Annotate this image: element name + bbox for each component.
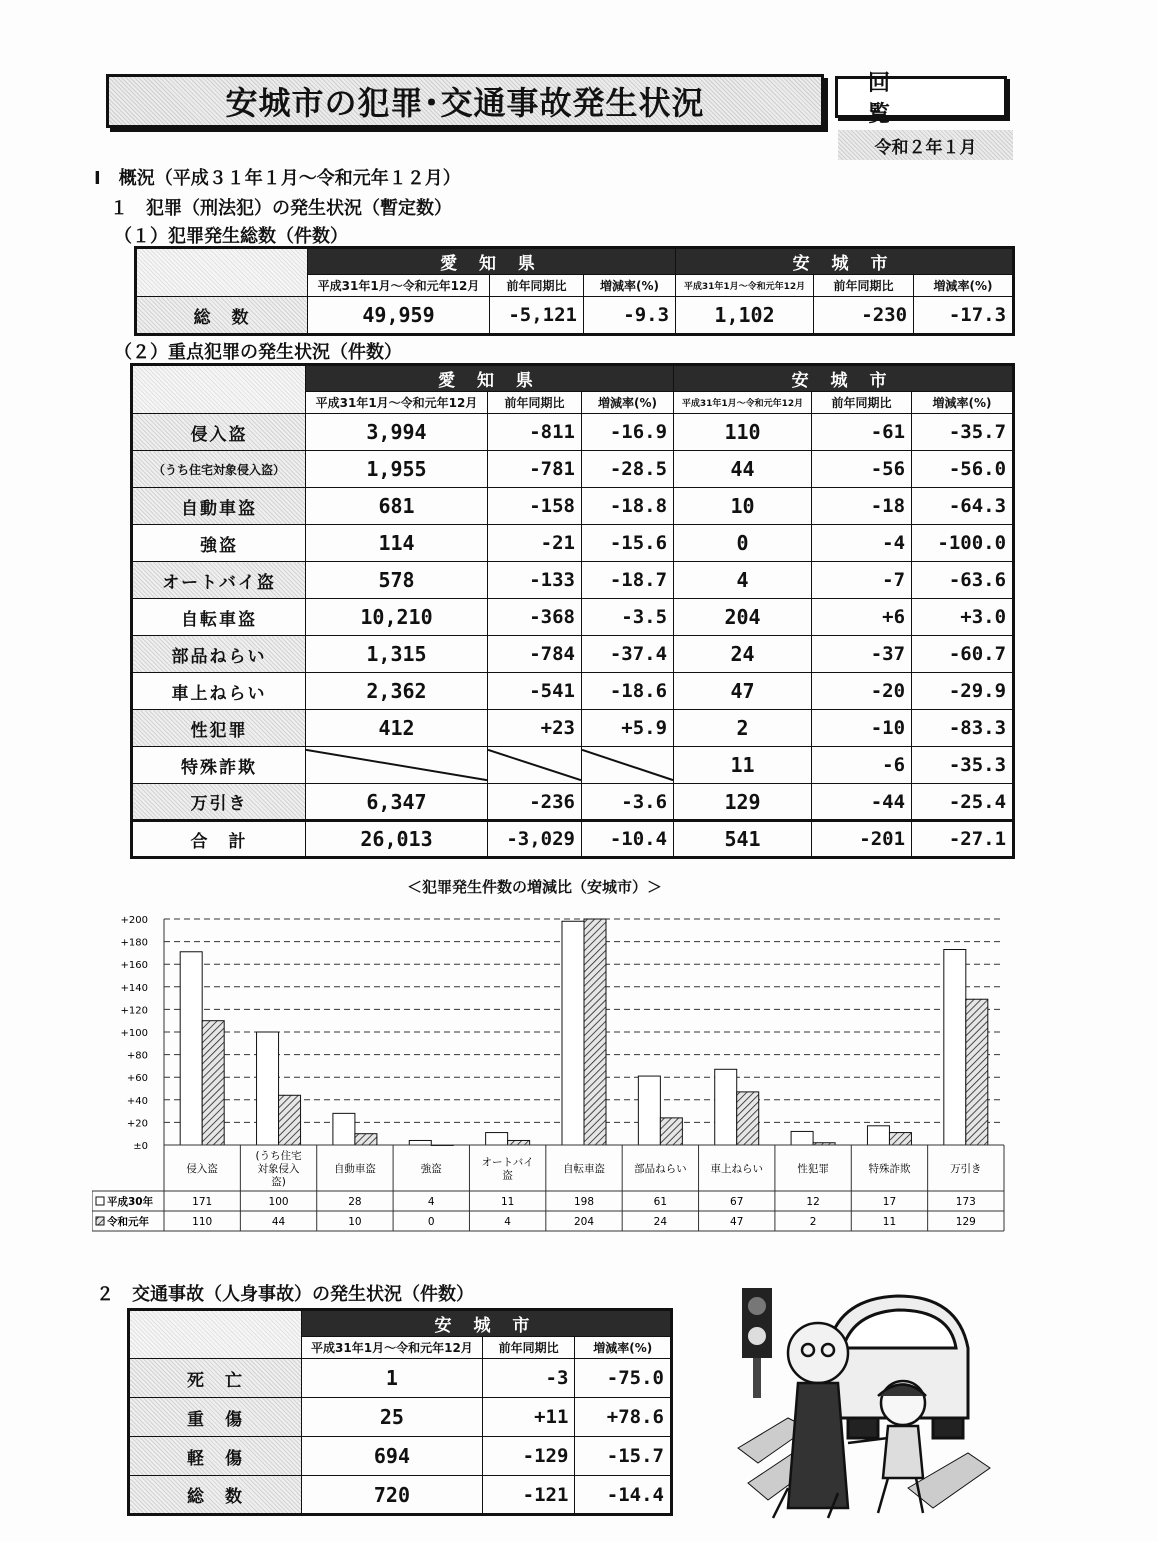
yoy-header: 前年同期比 (488, 392, 582, 414)
anjo-count: 110 (674, 414, 812, 451)
aichi-rate: -16.9 (582, 414, 674, 451)
aichi-yoy: -784 (488, 636, 582, 673)
aichi-count: 578 (306, 562, 488, 599)
anjo-count: 10 (674, 488, 812, 525)
aichi-yoy: -811 (488, 414, 582, 451)
anjo-count: 2 (674, 710, 812, 747)
y-tick-label: +200 (120, 915, 148, 926)
bar-r1 (889, 1133, 911, 1145)
aichi-header: 愛 知 県 (306, 365, 674, 392)
category-label: 盗) (271, 1176, 286, 1188)
row-label: 死 亡 (129, 1359, 302, 1398)
category-label: 自転車盗 (563, 1163, 605, 1175)
data-label: 11 (882, 1216, 897, 1228)
bar-h30 (715, 1069, 737, 1145)
bar-h30 (562, 921, 584, 1145)
aichi-rate: -10.4 (582, 821, 674, 858)
anjo-yoy: -61 (812, 414, 912, 451)
aichi-count: 26,013 (306, 821, 488, 858)
not-applicable-slash (582, 747, 673, 783)
table-row (129, 1398, 672, 1437)
yoy-header: 前年同期比 (490, 275, 584, 297)
overview-heading: Ⅰ 概況（平成３１年１月～令和元年１２月） (94, 168, 461, 189)
data-label: 129 (955, 1216, 976, 1228)
anjo-rate: -29.9 (912, 673, 1014, 710)
y-tick-label: +80 (126, 1050, 148, 1062)
table-row (132, 710, 1014, 747)
aichi-count (306, 747, 488, 784)
aichi-yoy (488, 747, 582, 784)
aichi-rate: -18.6 (582, 673, 674, 710)
count-cell: 720 (301, 1476, 482, 1515)
aichi-yoy: -3,029 (488, 821, 582, 858)
count-cell: 25 (301, 1398, 482, 1437)
data-label: 2 (809, 1216, 817, 1228)
period-header: 平成31年1月～令和元年12月 (674, 392, 812, 414)
row-label: 軽 傷 (129, 1437, 302, 1476)
bar-r1 (966, 999, 988, 1145)
yoy-header: 前年同期比 (814, 275, 914, 297)
key-crimes-table (130, 363, 1015, 859)
rate-header: 増減率(%) (584, 275, 676, 297)
aichi-rate: -3.6 (582, 784, 674, 821)
anjo-header: 安 城 市 (301, 1310, 671, 1337)
traffic-heading: ２ 交通事故（人身事故）の発生状況（件数） (96, 1284, 474, 1305)
category-label: 対象侵入 (257, 1163, 300, 1175)
total-table-heading: （１）犯罪発生総数（件数） (114, 226, 348, 247)
anjo-rate: -25.4 (912, 784, 1014, 821)
period-header: 平成31年1月～令和元年12月 (676, 275, 814, 297)
table-corner (136, 248, 308, 297)
anjo-yoy: -201 (812, 821, 912, 858)
anjo-header: 安 城 市 (674, 365, 1014, 392)
table-row (129, 1359, 672, 1398)
aichi-yoy: -5,121 (490, 297, 584, 335)
anjo-yoy: +6 (812, 599, 912, 636)
anjo-yoy: -44 (812, 784, 912, 821)
aichi-rate (582, 747, 674, 784)
bar-h30 (944, 950, 966, 1145)
not-applicable-slash (488, 747, 581, 783)
period-header: 平成31年1月～令和元年12月 (306, 392, 488, 414)
not-applicable-slash (306, 747, 487, 783)
anjo-yoy: -37 (812, 636, 912, 673)
category-label: 部品ねらい (634, 1163, 687, 1175)
bar-h30 (486, 1133, 508, 1145)
data-label: 28 (348, 1196, 362, 1208)
rate-header: 増減率(%) (912, 392, 1014, 414)
y-tick-label: +60 (126, 1073, 148, 1085)
anjo-count: 47 (674, 673, 812, 710)
anjo-count: 44 (674, 451, 812, 488)
row-label: 自動車盗 (132, 488, 306, 525)
y-tick-label: +160 (120, 960, 148, 972)
data-label: 10 (348, 1216, 362, 1228)
anjo-rate: -63.6 (912, 562, 1014, 599)
legend-label: 令和元年 (107, 1216, 149, 1228)
bar-r1 (737, 1092, 759, 1145)
table-row (132, 451, 1014, 488)
aichi-count: 3,994 (306, 414, 488, 451)
aichi-count: 2,362 (306, 673, 488, 710)
anjo-count: 11 (674, 747, 812, 784)
aichi-count: 412 (306, 710, 488, 747)
bar-h30 (333, 1113, 355, 1145)
anjo-count: 1,102 (676, 297, 814, 335)
data-label: 61 (653, 1196, 668, 1208)
anjo-yoy: -6 (812, 747, 912, 784)
data-label: 12 (806, 1196, 820, 1208)
y-tick-label: +40 (126, 1095, 148, 1107)
table-row (132, 414, 1014, 451)
anjo-rate: -56.0 (912, 451, 1014, 488)
yoy-cell: +11 (482, 1398, 575, 1437)
anjo-count: 541 (674, 821, 812, 858)
anjo-yoy: -7 (812, 562, 912, 599)
category-label: 盗 (502, 1169, 513, 1182)
category-label: オートバイ (481, 1156, 534, 1169)
anjo-count: 129 (674, 784, 812, 821)
rate-header: 増減率(%) (914, 275, 1014, 297)
data-label: 100 (268, 1196, 289, 1208)
aichi-count: 1,315 (306, 636, 488, 673)
anjo-rate: -100.0 (912, 525, 1014, 562)
row-label: 自転車盗 (132, 599, 306, 636)
data-label: 0 (427, 1216, 435, 1228)
data-label: 44 (271, 1216, 286, 1228)
anjo-rate: -83.3 (912, 710, 1014, 747)
table-corner (132, 365, 306, 414)
anjo-yoy: -18 (812, 488, 912, 525)
aichi-count: 681 (306, 488, 488, 525)
y-tick-label: +180 (120, 937, 148, 949)
aichi-rate: -18.8 (582, 488, 674, 525)
anjo-yoy: -230 (814, 297, 914, 335)
anjo-yoy: -10 (812, 710, 912, 747)
traffic-light-icon (742, 1288, 772, 1398)
legend-swatch (96, 1217, 104, 1225)
aichi-rate: -28.5 (582, 451, 674, 488)
aichi-rate: +5.9 (582, 710, 674, 747)
anjo-yoy: -56 (812, 451, 912, 488)
bar-h30 (638, 1076, 660, 1145)
data-label: 110 (192, 1216, 213, 1228)
bar-h30 (257, 1032, 279, 1145)
bar-r1 (584, 919, 606, 1145)
rate-cell: +78.6 (575, 1398, 672, 1437)
rate-header: 増減率(%) (575, 1337, 672, 1359)
table-row (132, 599, 1014, 636)
total-crimes-table (134, 246, 1015, 336)
anjo-rate: +3.0 (912, 599, 1014, 636)
data-label: 67 (730, 1196, 744, 1208)
page-title: 安城市の犯罪･交通事故発生状況 (106, 74, 824, 128)
row-label: 強盗 (132, 525, 306, 562)
bar-h30 (867, 1126, 889, 1145)
anjo-rate: -27.1 (912, 821, 1014, 858)
yoy-cell: -129 (482, 1437, 575, 1476)
y-tick-label: +20 (126, 1118, 148, 1130)
table-row (132, 562, 1014, 599)
bar-h30 (409, 1140, 431, 1145)
anjo-count: 204 (674, 599, 812, 636)
traffic-safety-illustration (728, 1278, 996, 1528)
anjo-count: 24 (674, 636, 812, 673)
aichi-yoy: -541 (488, 673, 582, 710)
anjo-rate: -17.3 (914, 297, 1014, 335)
legend-swatch (96, 1197, 104, 1205)
row-label: オートバイ盗 (132, 562, 306, 599)
aichi-count: 49,959 (308, 297, 490, 335)
data-label: 17 (882, 1196, 897, 1208)
table-corner (129, 1310, 302, 1359)
rate-cell: -14.4 (575, 1476, 672, 1515)
chart-title: ＜犯罪発生件数の増減比（安城市）＞ (407, 878, 663, 896)
bar-r1 (355, 1134, 377, 1145)
row-label: 重 傷 (129, 1398, 302, 1437)
rate-cell: -75.0 (575, 1359, 672, 1398)
row-label: 万引き (132, 784, 306, 821)
aichi-rate: -9.3 (584, 297, 676, 335)
category-label: 特殊詐欺 (868, 1163, 911, 1175)
circulation-label: 回 覧 (835, 76, 1007, 118)
anjo-count: 0 (674, 525, 812, 562)
data-label: 47 (730, 1216, 744, 1228)
row-label: （うち住宅対象侵入盗） (132, 451, 306, 488)
traffic-accidents-table (127, 1308, 673, 1516)
aichi-count: 6,347 (306, 784, 488, 821)
category-label: (うち住宅 (255, 1150, 302, 1162)
anjo-rate: -35.7 (912, 414, 1014, 451)
aichi-rate: -37.4 (582, 636, 674, 673)
anjo-yoy: -20 (812, 673, 912, 710)
table-row (132, 488, 1014, 525)
data-label: 171 (192, 1196, 213, 1208)
anjo-header: 安 城 市 (676, 248, 1014, 275)
aichi-count: 1,955 (306, 451, 488, 488)
table-row (132, 636, 1014, 673)
aichi-yoy: -133 (488, 562, 582, 599)
aichi-yoy: -158 (488, 488, 582, 525)
rate-cell: -15.7 (575, 1437, 672, 1476)
anjo-rate: -35.3 (912, 747, 1014, 784)
category-label: 性犯罪 (797, 1163, 829, 1175)
data-label: 198 (573, 1196, 595, 1208)
anjo-yoy: -4 (812, 525, 912, 562)
count-cell: 1 (301, 1359, 482, 1398)
row-label: 合 計 (132, 821, 306, 858)
aichi-yoy: -368 (488, 599, 582, 636)
aichi-yoy: -781 (488, 451, 582, 488)
table-row (132, 673, 1014, 710)
data-label: 11 (500, 1196, 515, 1208)
category-label: 車上ねらい (710, 1163, 763, 1175)
y-tick-label: +100 (120, 1028, 148, 1039)
data-label: 4 (504, 1216, 511, 1228)
bar-h30 (791, 1131, 813, 1145)
period-header: 平成31年1月～令和元年12月 (301, 1337, 482, 1359)
row-label: 特殊詐欺 (132, 747, 306, 784)
data-label: 24 (653, 1216, 668, 1228)
category-label: 強盗 (420, 1163, 442, 1175)
yoy-header: 前年同期比 (482, 1337, 575, 1359)
row-label: 性犯罪 (132, 710, 306, 747)
issue-date: 令和２年１月 (838, 130, 1013, 160)
aichi-rate: -3.5 (582, 599, 674, 636)
table-row (132, 821, 1014, 858)
aichi-yoy: -236 (488, 784, 582, 821)
category-label: 万引き (950, 1163, 982, 1175)
bar-r1 (202, 1021, 224, 1145)
row-label: 総 数 (136, 297, 308, 335)
aichi-header: 愛 知 県 (308, 248, 676, 275)
table-row (132, 747, 1014, 784)
yoy-cell: -3 (482, 1359, 575, 1398)
table-row (129, 1476, 672, 1515)
aichi-rate: -15.6 (582, 525, 674, 562)
yoy-cell: -121 (482, 1476, 575, 1515)
table-row (132, 525, 1014, 562)
table-row (132, 784, 1014, 821)
aichi-count: 114 (306, 525, 488, 562)
data-label: 204 (573, 1216, 595, 1228)
bar-r1 (279, 1095, 301, 1145)
row-label: 車上ねらい (132, 673, 306, 710)
row-label: 部品ねらい (132, 636, 306, 673)
row-label: 侵入盗 (132, 414, 306, 451)
bar-h30 (180, 952, 202, 1145)
bar-r1 (660, 1118, 682, 1145)
yoy-header: 前年同期比 (812, 392, 912, 414)
period-header: 平成31年1月～令和元年12月 (308, 275, 490, 297)
aichi-count: 10,210 (306, 599, 488, 636)
aichi-yoy: -21 (488, 525, 582, 562)
row-label: 総 数 (129, 1476, 302, 1515)
y-tick-label: +120 (120, 1005, 148, 1017)
bar-r1 (508, 1140, 530, 1145)
anjo-count: 4 (674, 562, 812, 599)
crime-table-heading: （２）重点犯罪の発生状況（件数） (114, 342, 402, 363)
table-row (136, 297, 1014, 335)
y-tick-label: +140 (120, 982, 148, 994)
anjo-rate: -60.7 (912, 636, 1014, 673)
category-label: 侵入盗 (186, 1163, 218, 1175)
rate-header: 増減率(%) (582, 392, 674, 414)
legend-label: 平成30年 (107, 1196, 154, 1208)
aichi-yoy: +23 (488, 710, 582, 747)
data-label: 4 (427, 1196, 435, 1208)
category-label: 自動車盗 (333, 1163, 376, 1175)
crime-heading: １ 犯罪（刑法犯）の発生状況（暫定数） (110, 198, 452, 219)
anjo-rate: -64.3 (912, 488, 1014, 525)
y-tick-label: ±0 (133, 1141, 148, 1152)
data-label: 173 (955, 1196, 976, 1208)
count-cell: 694 (301, 1437, 482, 1476)
crime-change-chart (92, 905, 1008, 1235)
aichi-rate: -18.7 (582, 562, 674, 599)
table-row (129, 1437, 672, 1476)
